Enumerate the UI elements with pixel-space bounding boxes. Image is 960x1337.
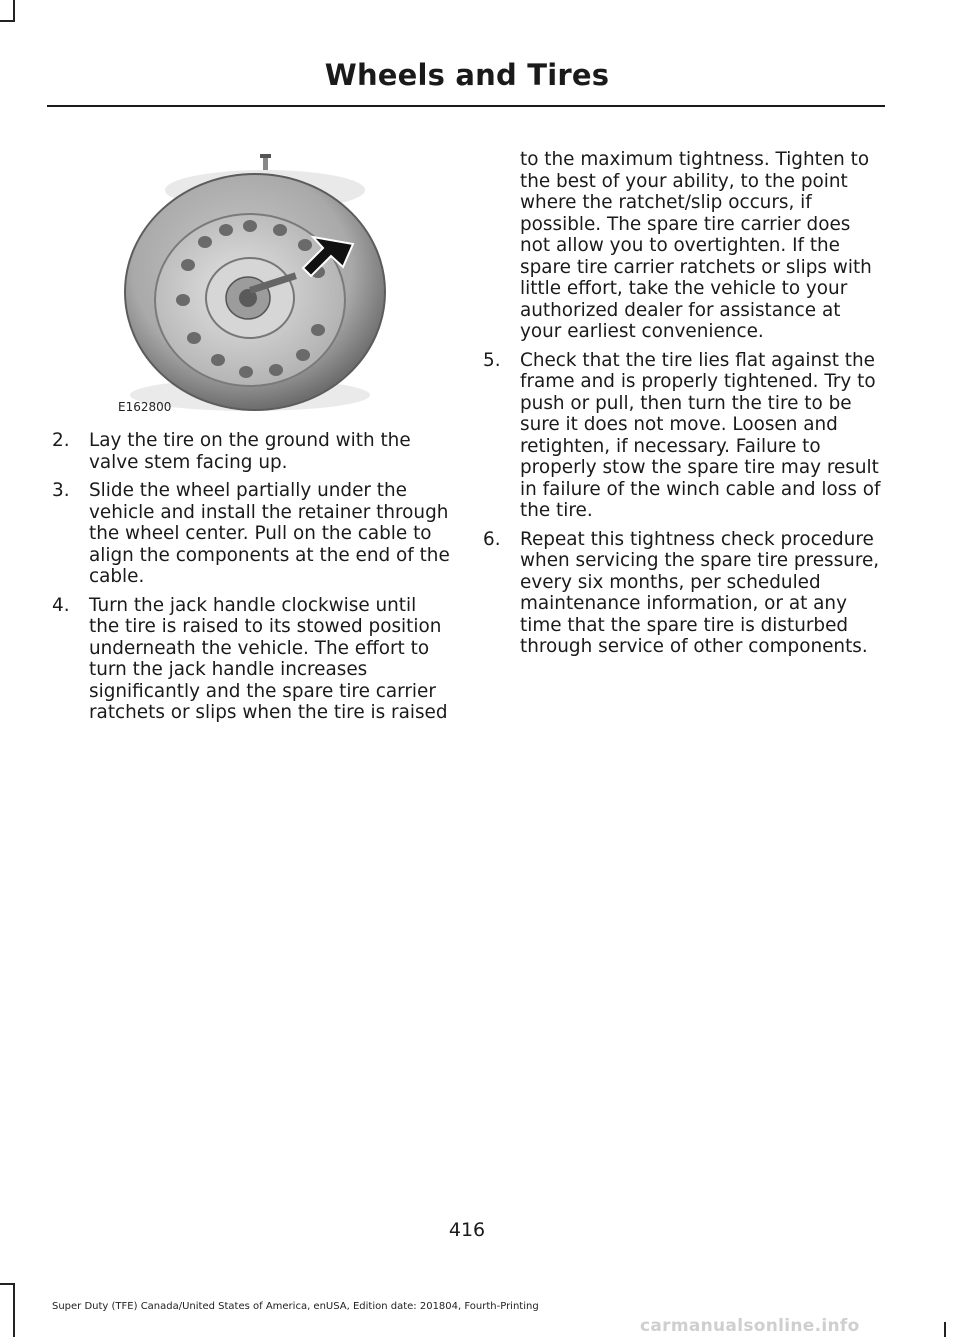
step-number: 6. (483, 528, 501, 550)
steps-list-right (483, 350, 883, 658)
figure-code: E162800 (118, 400, 172, 414)
header-rule (47, 105, 885, 107)
step-text: Slide the wheel partially under the vehicle and install the retainer through the wheel center. Pull on the cable to align the components at the end of the cable. (89, 480, 450, 587)
step-text: Repeat this tightness check procedure when servicing the spare tire pressure, every six months, per scheduled maintenance information, or at any time that the spare tire is disturbed through service of other components. (520, 528, 880, 657)
list-item (483, 529, 883, 658)
spare-tire-illustration (110, 150, 400, 420)
list-item (483, 350, 883, 522)
crop-mark-top-left (0, 20, 15, 22)
crop-mark-top-left (13, 0, 15, 22)
step-number: 4. (52, 594, 70, 616)
list-item (52, 430, 452, 473)
page-title: Wheels and Tires (324, 58, 610, 92)
footer-text: Super Duty (TFE) Canada/United States of America, enUSA, Edition date: 201804, Fourth-Printing (52, 1301, 539, 1312)
step-number: 5. (483, 349, 501, 371)
step-text: Turn the jack handle clockwise until the tire is raised to its stowed position underneath the vehicle. The effort to turn the jack handle increases significantly and the spare tire carrier ratchets or slips when the tire is raised (89, 594, 448, 723)
steps-list-left (52, 430, 452, 724)
step-number: 2. (52, 430, 70, 451)
step-text: Check that the tire lies flat against the frame and is properly tightened. Try to push or pull, then turn the tire to be sure it does not move. Loosen and retighten, if necessary. Failure to properly stow the spare tire may result in failure of the winch cable and loss of the tire. (520, 349, 881, 521)
watermark: carmanualsonline.info (640, 1316, 860, 1336)
crop-mark-bottom-left (0, 1283, 15, 1285)
left-column (52, 430, 452, 731)
list-item (52, 480, 452, 588)
right-column (483, 149, 883, 665)
page-number: 416 (448, 1219, 486, 1241)
step-text: Lay the tire on the ground with the valve stem facing up. (89, 430, 411, 473)
crop-mark-bottom-right (944, 1322, 946, 1337)
crop-mark-bottom-left (13, 1283, 15, 1337)
list-item (52, 595, 452, 724)
spare-tire-figure (110, 150, 400, 420)
step-continuation: to the maximum tightness. Tighten to the best of your ability, to the point where the ratchet/slip occurs, if possible. The spare tire carrier does not allow you to overtighten. If the spare tire carrier ratchets or slips with little effort, take the vehicle to your authorized dealer for assistance at your earliest convenience. (520, 149, 872, 342)
step-number: 3. (52, 480, 70, 501)
